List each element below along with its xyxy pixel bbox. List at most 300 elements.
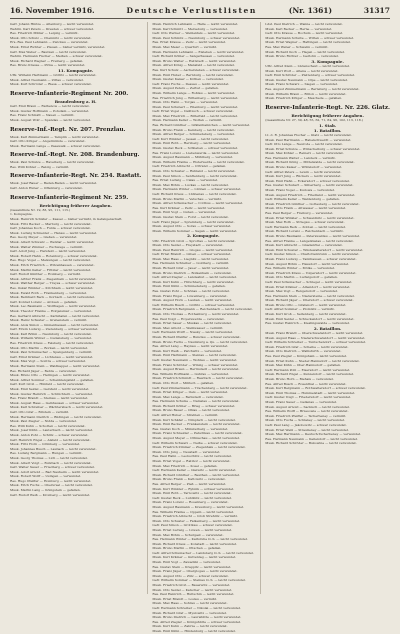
- casualty-entry: Gefr. Anton Huber — Offenburg — verwundet.: [10, 186, 83, 191]
- casualty-entry: Musk. Kurt Bergmann — Rothwaltersdorf — schwer verwundet.: [265, 386, 366, 391]
- casualty-entry: Musk. Kurt Kuhn — Hirschberg — leicht verwundet.: [152, 279, 235, 284]
- casualty-entry: Musk. Robert Hahn — Rotenburg — schwer verwundet.: [10, 253, 98, 258]
- casualty-entry: Musk. Bruno Walter — Hettstedt — leicht verwundet.: [152, 58, 237, 63]
- casualty-entry: Musk. Bruno Otto — Grafenort — leicht verwundet.: [265, 302, 347, 307]
- casualty-entry: Musk. Otto Martin — Borken — leicht verwundet.: [10, 345, 89, 350]
- publication-title: Deutsche Verlustlisten: [126, 5, 257, 15]
- casualty-entry: Musk. Heinrich Lehmann — Halle — leicht verwundet.: [152, 22, 239, 26]
- casualty-entry: Musk. Alfred Sommer — Schenklengsfeld — gefallen.: [10, 377, 94, 382]
- casualty-entry: Gefr. Friedrich Albrecht — Ortrand — gefallen.: [152, 164, 227, 169]
- casualty-entry: Ers.-Res. Paul Lehmann — Zwickau — verwundet.: [10, 40, 89, 45]
- casualty-entry: Musk. Max Köhler — Reinerz — leicht verwundet.: [265, 151, 344, 156]
- casualty-entry: Musk. Friedrich Graf — Scheibe — leicht verwundet.: [265, 344, 349, 349]
- casualty-entry: Musk. Arthur Frank — Ziegenhain — leicht verwundet.: [10, 276, 97, 281]
- casualty-entry: Gefr. Walter Sauer — Friedberg — schwer verwundet.: [10, 465, 95, 470]
- casualty-entry: Musk. Alfred König — Mansfeld — leicht verwundet.: [152, 63, 235, 68]
- casualty-entry: Gefr. Konrad Lorenz — Arolsen — gefallen.: [10, 299, 78, 304]
- casualty-entry: Res. Hermann Schreiber — Goldberg — vermißt.: [152, 261, 230, 266]
- casualty-entry: Musk. Bruno Frank — Kemberg — leicht verwundet.: [152, 127, 235, 132]
- casualty-entry: Musk. Paul Heinrich — Glogau — leicht verwundet.: [152, 247, 234, 252]
- column-right: [260, 22, 390, 594]
- casualty-entry: Res. Kurt Krämer — Peitz — leicht verwundet.: [152, 205, 226, 210]
- casualty-entry: Gefr. Franz Jäger — Spremberg — leicht verwundet.: [152, 219, 235, 224]
- casualty-entry: Res. Alfred Berger — Pleß — leicht verwundet.: [152, 481, 227, 486]
- casualty-entry: Musk. Walter Zimmer — Eschwege — vermißt.: [10, 244, 84, 249]
- casualty-entry: Musk. August Arnold — Sackisch — leicht verwundet.: [265, 404, 350, 409]
- casualty-entry: Musk. August Baumann — Kreuzburg — leicht verwundet.: [152, 504, 245, 509]
- casualty-entry: Res. Paul Berger — Freiburg — verwundet.: [265, 211, 334, 215]
- casualty-entry: Musk. Bernhard Beck — Korbach — leicht verwundet.: [10, 295, 95, 300]
- casualty-entry: Musk. Richard Wagner — Freiberg — gefallen.: [10, 58, 84, 63]
- casualty-entry: Musk. Otto Schulz — Chemnitz — leicht verwundet.: [10, 35, 92, 40]
- casualty-entry: Musk. Bruno Baumann — Peterswaldau — leicht verwundet.: [265, 233, 361, 238]
- casualty-entry: Gefr. Alfred Peters — Lewin — leicht verwundet.: [265, 169, 342, 174]
- casualty-entry: Musk. August Wolf — Spandau — leicht verwundet.: [10, 117, 91, 122]
- casualty-entry: (Gesamtliste Nr. 19, 83, 95, 111, 115.): [10, 207, 71, 212]
- casualty-entry: Res. Hugo Pfeiffer — Homburg — leicht verwundet.: [10, 478, 92, 483]
- casualty-entry: Musk. Bruno Dietrich — Laurahütte — leicht verwundet.: [152, 615, 242, 620]
- casualty-entry: Gefr. Hermann Wolff — Niesky — leicht verwundet.: [152, 330, 234, 335]
- casualty-entry: Musk. Georg Thomas — Lich — leicht verwundet.: [10, 455, 88, 460]
- casualty-entry: Musk. Gustav Stein — Forst — leicht verwundet.: [152, 214, 229, 219]
- casualty-entry: Musk. Ernst Winkler — Schweidnitz — leicht verwundet.: [265, 215, 355, 220]
- casualty-entry: Musk. Emil Seidel — Gersfeld — leicht verwundet.: [10, 387, 90, 392]
- casualty-entry: Musk. Karl Zimmermann — Templin — leicht verwundet.: [10, 134, 100, 139]
- casualty-entry: Res. Gerhard Albrecht — Karlshafen — leicht verwundet.: [10, 313, 100, 318]
- casualty-entry: Musk. Franz Engel — Löwenberg — verwundet.: [152, 293, 228, 298]
- casualty-entry: Musk. Hermann Lehmann — Eisleben — leicht verwundet.: [152, 49, 245, 54]
- casualty-entry: Musk. Max Meier — Querfurt — vermißt.: [152, 44, 218, 49]
- casualty-entry: Gefr. Emil Braun — Rathenow — leicht verwundet.: [10, 104, 90, 109]
- header-date: 16. November 1916.: [10, 5, 95, 15]
- casualty-entry: Musk. Emil Kühn — Hindenburg — leicht verwundet.: [152, 628, 236, 633]
- casualty-entry: Musk. Ernst Brandt — Loslau — vermißt.: [152, 596, 218, 601]
- page-number: 31317: [363, 5, 390, 15]
- casualty-entry: Musk. Wilhelm Franke — Elsterwerda — leicht verwundet.: [152, 159, 245, 164]
- casualty-entry: Uffz. Friedrich Groß — Sprottau — leicht verwundet.: [152, 238, 236, 243]
- casualty-entry: Gefr. Wilhelm Busch — Görlitz — schwer verwundet.: [152, 302, 236, 307]
- casualty-entry: Musk. Alfred Berger — Schmiedeberg — verwundet.: [152, 132, 235, 137]
- casualty-entry: Musk. Ernst Krämer — Albendorf — leicht verwundet.: [265, 284, 351, 289]
- casualty-entry: Musk. Gustav Neumann — Olpe — leicht verwundet.: [265, 77, 348, 82]
- casualty-entry: Musk. Richard Kraus — Konstadt — leicht verwundet.: [152, 541, 238, 546]
- casualty-entry: Gefr. Otto Krüger — Angermünde — verwundet.: [10, 139, 86, 144]
- casualty-entry: Res. Wilhelm Winter — Mölke — verwundet.: [265, 266, 336, 271]
- casualty-entry: Res. Ludwig Bergmann — Hungen — vermißt.: [10, 451, 83, 456]
- casualty-entry: Musk. Theodor Franke — Hofgeismar — verwundet.: [10, 308, 93, 313]
- casualty-entry: Uffz. Alfred Klein — Lüdenscheid — leicht verwundet.: [265, 63, 351, 68]
- casualty-entry: Gefr. Richard Kraus — Lübbenau — leicht verwundet.: [152, 191, 237, 196]
- casualty-entry: Musk. Otto Frank — Altwasser — leicht verwundet.: [265, 206, 347, 211]
- casualty-entry: Res. Wilhelm Wolff — Brzesowie — leicht verwundet.: [265, 409, 349, 414]
- casualty-entry: Res. Ernst Krause — Zeitz — leicht verwundet.: [152, 40, 227, 45]
- casualty-entry: Musk. Paul Hartmann — Habelschwerdt — verwundet.: [265, 137, 352, 142]
- casualty-entry: Gefr. Franz Fuchs — Dessau — leicht verwundet.: [152, 81, 230, 86]
- casualty-entry: Musk. Franz Ludwig — Tannhausen — schwer verwundet.: [265, 256, 357, 261]
- casualty-entry: Musk. Friedrich Kraus — Volpersdorf — leicht verwundet.: [265, 270, 357, 275]
- casualty-entry: Wehrm. Karl Peters — Dresden — schwer verwundet.: [10, 26, 94, 31]
- casualty-entry: Res. Friedrich Müller — Leipzig — vermißt.: [10, 31, 79, 36]
- casualty-entry: Musk. August Otto — Zülz — schwer verwundet.: [152, 573, 229, 578]
- casualty-entry: Res. Hermann Neumann — Keilendorf — leicht verwundet.: [265, 436, 358, 441]
- section-subheading: Berichtigung früherer Angaben.: [291, 112, 364, 118]
- casualty-entry: Musk. Otto Schuster — Falkenberg — leicht verwundet.: [152, 518, 241, 523]
- casualty-entry: Musk. Hermann Lange — Pasewalk — schwer verwundet.: [10, 143, 101, 148]
- casualty-entry: Gefr. Max Weber — Bautzen — leicht verwundet.: [10, 49, 87, 54]
- casualty-entry: Gefr. Otto Krause — Bochum — leicht verwundet.: [265, 31, 344, 36]
- casualty-entry: Musk. Albert Voigt — Butzbach — leicht verwundet.: [10, 460, 92, 465]
- casualty-entry: Res. Oskar Winkler — Kirchhain — leicht verwundet.: [10, 285, 94, 290]
- casualty-entry: Musk. Max Lange — Bernstadt — verwundet.: [152, 394, 224, 399]
- casualty-entry: Musk. Bruno Bauer — Ohlau — leicht verwundet.: [152, 408, 230, 413]
- casualty-entry: Musk. Paul Ziegler — Nidda — verwundet.: [10, 419, 77, 424]
- casualty-entry: Musk. Richard Jäger — Ullersdorf — schwer verwundet.: [265, 298, 354, 303]
- section-subheading: Brandenburg a. H.: [54, 98, 97, 104]
- casualty-entry: Musk. August Friedrich — Friedland — leicht verwundet.: [265, 192, 356, 197]
- section-subheading: 11. Kompagnie.: [58, 67, 94, 73]
- casualty-entry: Musk. Kurt Albrecht — Gnadenfrei — verwundet.: [265, 243, 343, 248]
- casualty-entry: Musk. Richard Graf — Myslowitz — verwundet.: [152, 610, 227, 615]
- casualty-entry: Musk. Friedrich Zimmer — Ziegenhals — leicht verwundet.: [152, 445, 246, 450]
- casualty-entry: Gefr. Kurt Winkler — Jessen — leicht verwundet.: [152, 136, 229, 141]
- section-subheading: 2. Kompagnie.: [187, 233, 220, 239]
- casualty-entry: Musk. Friedrich Albrecht — Groß Strehlitz — vermißt.: [152, 514, 238, 519]
- casualty-entry: Musk. Max Hartmann — Deutsch-Tscherbeney — verwundet.: [265, 432, 362, 437]
- casualty-entry: Res. Hugo Vogel — Melsungen — leicht verwundet.: [10, 258, 91, 263]
- casualty-entry: Musk. Emil Hahn — Eckersdorf — schwer verwundet.: [265, 178, 350, 183]
- casualty-entry: Gefr. Emil Schröder — Plettenberg — schwer verwundet.: [265, 73, 356, 78]
- regiment-heading: Reserve-Inf.-Regt. Nr. 207. Prenzlau.: [10, 126, 126, 133]
- casualty-entry: Musk. Gustav Hoffmann — Potsdam — verwundet.: [10, 108, 90, 113]
- casualty-entry: Ldst. Paul Dietrich — Wanne — leicht verwundet.: [265, 22, 343, 26]
- casualty-entry: Musk. Emil Roth — Herzberg — leicht verwundet.: [152, 141, 232, 146]
- casualty-entry: Res. August Zimmermann — Berleburg — leicht verwundet.: [265, 86, 360, 91]
- casualty-entry: Musk. Franz Lorenz — Rosenberg — verwundet.: [152, 500, 229, 505]
- casualty-entry: 1. Kompagnie.: [10, 212, 33, 217]
- casualty-entry: Musk. August Horn — Lauban — leicht verwundet.: [152, 298, 233, 303]
- casualty-entry: Gefr. Rudolf Günther — Homberg — vermißt.: [10, 272, 81, 277]
- casualty-entry: Musk. Bruno Martin — Pitschen — gefallen.: [152, 546, 222, 551]
- casualty-entry: Gefr. Ernst Krämer — Lichtenau — leicht verwundet.: [10, 354, 94, 359]
- casualty-entry: Musk. August Peters — Zerbst — gefallen.: [152, 86, 219, 91]
- casualty-entry: Musk. Paul Schumacher — Spangenberg — vermißt.: [10, 350, 93, 355]
- text-columns: [10, 22, 390, 633]
- casualty-entry: Musk. Ernst Schulze — Wünschelburg — schwer verwundet.: [265, 146, 361, 151]
- casualty-entry: Musk. Ewald Roth — Frankenberg — verwundet.: [10, 290, 88, 295]
- casualty-entry: Res. Hermann Winter — Karlsruhe O.-S. — leicht verwundet.: [152, 537, 248, 542]
- casualty-entry: Res. Wilhelm Franke — Oppeln — leicht verwundet.: [152, 509, 234, 514]
- casualty-entry: Musk. Fritz Becker — Marburg — leicht verwundet.: [10, 221, 92, 226]
- casualty-entry: Musk. Karl Schreiber — Wächtersbach — leicht verwundet.: [10, 405, 104, 410]
- casualty-entry: Musk. Kurt Kuhn — Zabrze — leicht verwundet.: [152, 624, 228, 629]
- casualty-entry: Musk. Otto Schuster — Ruhland — leicht verwundet.: [152, 169, 236, 173]
- casualty-entry: Musk. Otto Martin — Ludwigsdorf — gefallen.: [265, 275, 338, 280]
- casualty-entry: Res. Gustav Koch — Münsterberg — verwundet.: [152, 426, 229, 431]
- casualty-entry: Musk. Gustav Heinrich — Schlüchtern — verwundet.: [10, 391, 94, 396]
- casualty-entry: Gefr. Otto Graf — Birstein — vermißt.: [10, 409, 70, 414]
- casualty-entry: Musk. August Braun — Herrnstadt — leicht verwundet.: [152, 367, 240, 372]
- casualty-entry: Gefr. Ernst Brandt — Lüben — schwer verwundet.: [152, 252, 232, 257]
- casualty-entry: Uffz. Wilhelm Hartmann — Görlitz — leicht verwundet.: [10, 73, 97, 78]
- casualty-entry: Musk. Richard Graf — Jauer — leicht verwundet.: [152, 266, 230, 271]
- casualty-entry: Gefr. Hermann Pohl — Eisersdorf — leicht verwundet.: [265, 367, 351, 372]
- casualty-entry: Musk. Ernst Richter — Plauen — bisher vermißt, verwundet.: [10, 44, 106, 49]
- casualty-entry: Musk. Franz Schwarz — Siegen — verwundet.: [265, 82, 338, 87]
- casualty-entry: Musk. Paul Schmitz — Naumburg — schwer verwundet.: [152, 35, 241, 40]
- casualty-entry: Musk. Friedrich Groß — Bauerwitz — verwundet.: [152, 583, 231, 588]
- casualty-entry: Res. Gustav Schubert — Silberberg — leicht verwundet.: [265, 183, 354, 188]
- casualty-entry: Musk. Richard Engel — Kunzendorf — leicht verwundet.: [265, 372, 355, 377]
- casualty-entry: Musk. Friedrich Günther — Gottesberg — leicht verwundet.: [265, 201, 360, 206]
- regiment-heading: Reserve-Infanterie-Regt. Nr. 254. Rastatt.: [10, 173, 142, 180]
- casualty-entry: Gefr. Johann Hintze — Altenburg — leicht verwundet.: [10, 22, 95, 26]
- casualty-entry: Gefr. Otto Werner — Weißenfels — leicht verwundet.: [152, 31, 236, 36]
- casualty-entry: Musk. Richard König — Mittelwalde — leicht verwundet.: [265, 160, 355, 165]
- casualty-entry: Musk. Alfred Neumann — Zittau — verwundet.: [10, 77, 84, 82]
- casualty-entry: Musk. Max Böhm — Luckau — leicht verwundet.: [152, 182, 229, 187]
- casualty-entry: Res. Bruno Krause — Pirna — leicht verwundet.: [10, 63, 86, 68]
- casualty-entry: Musk. Friedrich Pfeiffer — Tscherbeney — vermißt.: [265, 413, 347, 418]
- casualty-entry: Musk. Emil Vogt — Zawadzki — verwundet.: [152, 560, 221, 565]
- casualty-entry: Res. Hermann Walter — Landeck — vermißt.: [265, 155, 336, 160]
- casualty-entry: Musk. Emil Huber — Bernburg — leicht verwundet.: [152, 72, 234, 77]
- regiment-heading: Reserve-Inf.-Regt. Nr. 208. Brandenburg.: [10, 152, 140, 159]
- casualty-entry: Musk. Ernst Krüger — Oels — leicht verwundet.: [152, 390, 229, 395]
- casualty-entry: Musk. Max Kühn — Ober-Hannsdorf — gefallen.: [265, 363, 341, 368]
- casualty-entry: Musk. Emil Hartmann — Steinau — leicht verwundet.: [152, 353, 237, 358]
- casualty-entry: Musk. August Böhm — Hausdorf — leicht verwundet.: [265, 261, 350, 266]
- regiment-heading: Reserve-Infanterie-Regiment Nr. 259.: [10, 194, 129, 201]
- casualty-entry: Musk. Alfred Schumacher — Cottbus — leicht verwundet.: [152, 201, 244, 206]
- casualty-entry: Musk. Kurt Schäfer — Nimptsch — leicht verwundet.: [152, 417, 236, 422]
- casualty-entry: Res. Paul Hahn — Leobschütz — leicht verwundet.: [152, 454, 232, 459]
- casualty-entry: Musk. Richard Köhler — Brieg — schwer verwundet.: [152, 403, 236, 408]
- column-middle: [147, 22, 254, 633]
- casualty-entry: Wehrm. Hermann Fischer — Meißen — schwer verwundet.: [10, 54, 103, 59]
- casualty-entry: Musk. Josef Kühn — Lauterbach — leicht verwundet.: [10, 428, 94, 433]
- section-subheading: 1. Bataillon.: [313, 127, 342, 133]
- casualty-entry: Gefr. Paul Schumacher — Schlegel — leicht verwundet.: [265, 279, 353, 284]
- casualty-entry: Musk. Otto Jung — Neustadt — verwundet.: [152, 449, 221, 454]
- casualty-entry: Musk. Emil Becker — Frankenstein — leicht verwundet.: [152, 422, 241, 427]
- casualty-entry: Musk. Friedrich Krüger — Meschede — gefallen.: [265, 96, 343, 101]
- casualty-entry: Musk. August Baumann — Mühlberg — verwundet.: [152, 155, 234, 160]
- casualty-entry: Gefr. Paul Lang — Jakobowitz — schwer verwundet.: [265, 422, 347, 427]
- casualty-entry: Gefr. Johannes Koch — Fulda — schwer verwundet.: [10, 226, 91, 231]
- casualty-entry: Gefr. Hermann Schreiber — Nikolai — leicht verwundet.: [152, 606, 241, 611]
- casualty-entry: Gefr. Wilhelm Keller — Waldenburg — gefallen.: [265, 197, 340, 202]
- casualty-entry: Res. Kurt Schulz — Aschersleben — schwer verwundet.: [152, 67, 240, 72]
- casualty-entry: Musk. Ernst Wagner — Hattingen — leicht verwundet.: [265, 40, 351, 45]
- casualty-entry: Musk. Fritz Horn — Grünberg — verwundet.: [10, 442, 81, 447]
- casualty-entry: Musk. Bruno Richter — Iserlohn — verwundet.: [265, 54, 339, 59]
- casualty-entry: Musk. Josef Bauer — Baden-Baden — leicht verwundet.: [10, 181, 98, 186]
- casualty-entry: Res. Gustav Stein — Krappitz — leicht verwundet.: [152, 564, 232, 569]
- casualty-entry: Res. Max Weber — Schwelm — vermißt.: [265, 44, 329, 49]
- casualty-entry: Gefr. Hermann Beck — Zobten — leicht verwundet.: [265, 224, 346, 229]
- casualty-entry: Musk. Franz Schröder — Winzig — schwer verwundet.: [152, 362, 239, 367]
- casualty-entry: Musk. Karl Böhm — Naumburg — leicht verwundet.: [10, 331, 92, 336]
- casualty-entry: Musk. Wilhelm Braun — Brilon — leicht verwundet.: [265, 91, 347, 96]
- casualty-entry: Musk. Kurt Krämer — Guttentag — leicht verwundet.: [152, 555, 237, 560]
- casualty-entry: Musk. Bruno Otto — Heringen — leicht verwundet.: [10, 373, 91, 378]
- casualty-entry: Gefr. Erwin Ludwig — Zierenberg — schwer verwundet.: [10, 327, 99, 332]
- casualty-entry: Musk. August Otto — Sorau — schwer verwundet.: [152, 224, 232, 229]
- casualty-entry: Musk. Bruno Dietrich — Bolkenhain — verwundet.: [152, 270, 232, 275]
- casualty-entry: Res. Paul Voigt — Hoyerswerda — verwundet.: [152, 316, 225, 321]
- casualty-entry: Musk. Wilhelm Sommer — Sagan — leicht verwundet.: [152, 228, 238, 233]
- casualty-entry: Musk. Karl Becker — Herne — verwundet.: [265, 26, 333, 31]
- casualty-entry: (Gesamtliste Nr. 27, 39, 48, 55, 62, 71, 84, 96, 102, 113, 118.): [265, 117, 363, 122]
- casualty-entry: Musk. Erich Friedrich — Witzenhausen — verwundet.: [10, 262, 95, 267]
- casualty-entry: Musk. Paul Schulze — Havelberg — leicht verwundet.: [10, 160, 95, 165]
- casualty-entry: Res. Gustav Pohl — Schönau — leicht verwundet.: [152, 289, 230, 294]
- casualty-entry: Musk. Otto Dietrich — Wallisfurth — verwundet.: [265, 349, 342, 354]
- section-subheading: 2. Bataillon.: [313, 325, 342, 331]
- casualty-entry: Musk. Otto Hahn — Torgau — verwundet.: [152, 100, 219, 105]
- casualty-entry: Musk. Max Vogt — Sontra — schwer verwundet.: [10, 359, 87, 364]
- casualty-entry: Res. Alfred Franke — Langenbielau — leicht verwundet.: [265, 238, 354, 243]
- casualty-entry: Musk. Ernst Sauer — Muskau — leicht verwundet.: [152, 321, 232, 326]
- casualty-entry: Gefr. Paul Simon — Grottkau — schwer verwundet.: [152, 523, 233, 528]
- casualty-entry: Musk. Richard Pfeiffer — Bunzlau — schwer verwundet.: [152, 334, 241, 339]
- casualty-entry: Musk. Hermann Schulte — Witten — schwer verwundet.: [265, 35, 355, 40]
- casualty-entry: Gefr. Paul Zimmermann — Trachenberg — leicht verwundet.: [152, 385, 248, 390]
- casualty-entry: Musk. Hermann Stein — Waldkappel — leicht verwundet.: [10, 364, 101, 369]
- casualty-entry: Gefr. Gustav Beck — Lublinitz — leicht verwundet.: [152, 495, 232, 500]
- casualty-entry: Musk. Kurt Wolf — Altena — leicht verwundet.: [265, 68, 339, 73]
- casualty-entry: Musk. Kurt Schröder — Riesa — schwer verwundet.: [10, 82, 92, 87]
- casualty-entry: Musk. Ernst Kuhn — Nieder-Hannsdorf — leicht verwundet.: [265, 358, 360, 363]
- casualty-entry: Res. Ernst Ludwig — Calau — verwundet.: [152, 178, 219, 183]
- casualty-entry: Musk. Bruno Frank — Kattowitz — verwundet.: [152, 477, 226, 482]
- casualty-entry: Res. Alfred Busch — Rosenthal — leicht verwundet.: [265, 381, 347, 386]
- casualty-entry: Res. Alfred Lang — Haynau — leicht verwundet.: [152, 344, 229, 349]
- casualty-entry: Musk. Emil Roth — Tarnowitz — leicht verwundet.: [152, 491, 232, 496]
- casualty-entry: Musk. Max Friedrich — Bitterfeld — leicht verwundet.: [152, 113, 238, 118]
- regiment-heading: Reserve-Infanterie-Regt. Nr. 226. Glatz.: [265, 104, 390, 111]
- casualty-entry: Musk. August Meyer — Ottmachau — leicht verwundet.: [152, 436, 240, 441]
- casualty-entry: Musk. Otto Seidel — Freystadt — verwundet.: [152, 243, 224, 248]
- casualty-entry: Gefr. Gustav Simon — Charlottenbrunn — leicht verwundet.: [265, 252, 360, 257]
- casualty-entry: Musk. Robert Wolff — Usingen — verwundet.: [10, 474, 82, 479]
- casualty-entry: Res. Georg Meyer — Gießen — verwundet.: [10, 235, 78, 240]
- casualty-entry: Musk. Bruno Fuchs — Naumburg a. Qu. — leicht verwundet.: [152, 339, 248, 344]
- casualty-entry: Res. Willi Köhler — Belzig — vermißt.: [10, 164, 70, 169]
- casualty-entry: Res. Franz Schmidt — Nauen — vermißt.: [10, 113, 75, 118]
- casualty-entry: Musk. Otto Thomas — Rothenburg — leicht verwundet.: [152, 312, 240, 317]
- casualty-entry: Musk. Gustav Beck — Schlieben — schwer verwundet.: [152, 146, 239, 151]
- casualty-entry: Res. Franz Brandt — Steinau — leicht verwundet.: [10, 396, 89, 401]
- casualty-entry: Res. Richard Günther — Gräfenhainichen — leicht verwundet.: [152, 123, 251, 128]
- casualty-entry: Musk. Walther Berger — Treysa — schwer verwundet.: [10, 281, 96, 286]
- casualty-entry: Res. Paul Ziegler — Königshain — leicht verwundet.: [265, 354, 348, 359]
- casualty-entry: Musk. Friedrich Bergmann — Reichenbach — leicht verwundet.: [152, 307, 253, 312]
- casualty-entry: Musk. Wilhelm Winter — Gudensberg — verwundet.: [10, 336, 93, 341]
- casualty-entry: Musk. Leo Baumann — Wolfhagen — leicht verwundet.: [10, 304, 97, 309]
- casualty-entry: Res. Richard Jäger — Bebra — verwundet.: [10, 368, 77, 373]
- casualty-entry: Musk. Kurt Jung — Rückers — leicht verwundet.: [265, 174, 342, 179]
- page-header: [10, 3, 390, 17]
- casualty-entry: Musk. Max Haas — Liegnitz — leicht verwundet.: [152, 256, 229, 261]
- casualty-entry: Gefr. Gustav Voigt — Friedersdorf — leicht verwundet.: [265, 395, 352, 400]
- casualty-entry: Musk. Wilhelm Lange — Roßlau — leicht verwundet.: [152, 90, 236, 95]
- casualty-entry: Res. Willi Kuhn — Schotten — leicht verwundet.: [10, 423, 86, 428]
- casualty-entry: Musk. Bruno Horn — Biehals — verwundet.: [265, 376, 334, 381]
- casualty-entry: Musk. Kurt Winkler — Rybnik — schwer verwundet.: [152, 486, 235, 491]
- casualty-entry: Res. Hermann Stein — Niedersteine — leicht verwundet.: [265, 293, 355, 298]
- casualty-entry: Musk. Kurt Groß — Seitenberg — leicht verwundet.: [265, 312, 347, 317]
- casualty-entry: Musk. Emil Vogt — Guben — verwundet.: [152, 210, 217, 215]
- casualty-entry: Musk. Hermann Dietrich — Büdingen — leicht verwundet.: [10, 414, 102, 419]
- casualty-entry: Res. Franz Lorenz — Liebenwerda — leicht verwundet.: [152, 150, 240, 155]
- casualty-entry: Res. Alfred Ziegler — Königshütte — schwer verwundet.: [152, 619, 242, 624]
- casualty-entry: Musk. Franz Brandt — Oberschwedeldorf — leicht verwundet.: [265, 331, 364, 336]
- casualty-entry: Musk. Erich Fuchs — Oberursel — leicht verwundet.: [10, 483, 93, 488]
- casualty-entry: Musk. Hermann Winter — Lübben — schwer verwundet.: [152, 187, 242, 192]
- casualty-entry: Musk. Ludwig Schneider — Hanau — leicht verwundet.: [10, 230, 98, 235]
- casualty-entry: Musk. Richard Lorenz — Reichenbach — vermißt.: [265, 229, 344, 234]
- casualty-entry: Res. Paul Heinrich — Hultschin — leicht verwundet.: [152, 592, 235, 597]
- casualty-entry: Gefr. Otto Lange — Neurode — leicht verwundet.: [265, 142, 343, 147]
- casualty-entry: Gefr. Richard Köhler — Sangerhausen — verwundet.: [152, 54, 235, 59]
- casualty-entry: Musk. Johannes Busch — Laubach — leicht verwundet.: [10, 446, 97, 451]
- section-subheading: 1. Stab.: [319, 122, 337, 128]
- casualty-entry: Musk. Gustav Kaiser — Köthen — verwundet.: [152, 77, 224, 82]
- regiment-heading: Reserve-Infanterie-Regiment Nr. 200.: [10, 90, 129, 97]
- casualty-entry: Musk. Max Roth — Striegau — schwer verwundet.: [265, 220, 345, 225]
- casualty-entry: Musk. Richard Günther — Beuthen — leicht verwundet.: [152, 472, 241, 477]
- casualty-entry: Lt. d. R. Johannes Fischer — Glatz — leicht verwundet.: [265, 132, 352, 137]
- casualty-entry: Gefr. Kurt Groß — Hünfeld — leicht verwundet.: [10, 382, 85, 387]
- casualty-entry: Musk. Max Friedrich — Kosel — gefallen.: [152, 463, 218, 468]
- casualty-entry: Musk. Ernst Vogel — Ratibor — leicht verwundet.: [152, 459, 231, 464]
- casualty-entry: Musk. Heinrich Schäfer — Kassel — bisher vermißt, in Gefangenschaft.: [10, 217, 123, 222]
- casualty-entry: Musk. Emil Thomas — Hummelstadt — leicht verwundet.: [265, 390, 356, 395]
- casualty-entry: Musk. Paul Simon — Senftenberg — leicht verwundet.: [152, 173, 238, 178]
- header-rule: [10, 18, 390, 19]
- casualty-entry: Musk. Martin Keller — Fritzlar — leicht verwundet.: [10, 267, 92, 272]
- casualty-entry: Gefr. Alfred Ziegler — Landeshut — leicht verwundet.: [152, 275, 237, 280]
- casualty-entry: Musk. August Haas — Gelnhausen — schwer verwundet.: [10, 400, 100, 405]
- casualty-entry: Musk. Otto Wolf — Militsch — gefallen.: [152, 380, 215, 385]
- casualty-entry: Res. Wilhelm Hoffmann — Guhrau — verwundet.: [152, 371, 230, 376]
- casualty-entry: Musk. Otto Fuchs — Schlaney — leicht verwundet.: [265, 418, 346, 423]
- casualty-entry: Musk. Franz Schneider — Patschkau — leicht verwundet.: [152, 431, 243, 436]
- casualty-entry: Musk. Martin Lang — Königstein — gefallen.: [10, 488, 81, 493]
- casualty-entry: Musk. Albert Schwarz — Wetzlar — leicht verwundet.: [10, 240, 95, 245]
- casualty-entry: Gefr. Wilhelm Schreiber — Tuntschendorf — schwer verwundet.: [265, 340, 367, 345]
- casualty-entry: Musk. Max Böhm — Schurgast — verwundet.: [152, 532, 224, 537]
- casualty-entry: Musk. Max Vogt — Rengersdorf — verwundet.: [265, 289, 338, 294]
- casualty-entry: Musk. Adolf Arnold — Bad Nauheim — leicht verwundet.: [10, 469, 100, 474]
- casualty-entry: Musk. Otto Seidel — Katscher — leicht verwundet.: [152, 587, 233, 592]
- casualty-entry: Gefr. Wilhelm Sommer — Steinau O.-S. — leicht verwundet.: [152, 578, 246, 583]
- casualty-entry: Res. Hermann Schulze — Namslau — leicht verwundet.: [152, 399, 240, 404]
- column-left: [10, 22, 141, 594]
- casualty-entry: Musk. Bruno Martin — Vetschau — vermißt.: [152, 196, 222, 201]
- casualty-entry: Musk. Bruno Kaiser — Wölfelsdorf — verwundet.: [265, 165, 343, 170]
- casualty-entry: Musk. Anton Pohl — Schlitz — schwer verwundet.: [10, 432, 89, 437]
- casualty-entry: Res. Gustav Heinrich — Kieslingswalde — verwundet.: [265, 321, 350, 326]
- casualty-entry: Musk. August Haas — Niederschwedeldorf — leicht verwundet.: [265, 335, 366, 340]
- casualty-entry: Musk. Emil Kühn — Schmiedeberg — gefallen.: [152, 284, 226, 289]
- casualty-entry: Musk. Friedrich Schmidt — Rawitsch — leicht verwundet.: [152, 376, 244, 381]
- casualty-entry: Gefr. Rudolf Weiß — Kronberg — leicht verwundet.: [10, 492, 91, 497]
- casualty-entry: Musk. Kurt Weiß — Parchwitz — verwundet.: [152, 348, 223, 353]
- casualty-entry: Musk. Max Arnold — Weißwasser — vermißt.: [152, 325, 224, 330]
- casualty-entry: Gefr. Alfred Sommer — Plomnitz — vermißt.: [265, 307, 335, 312]
